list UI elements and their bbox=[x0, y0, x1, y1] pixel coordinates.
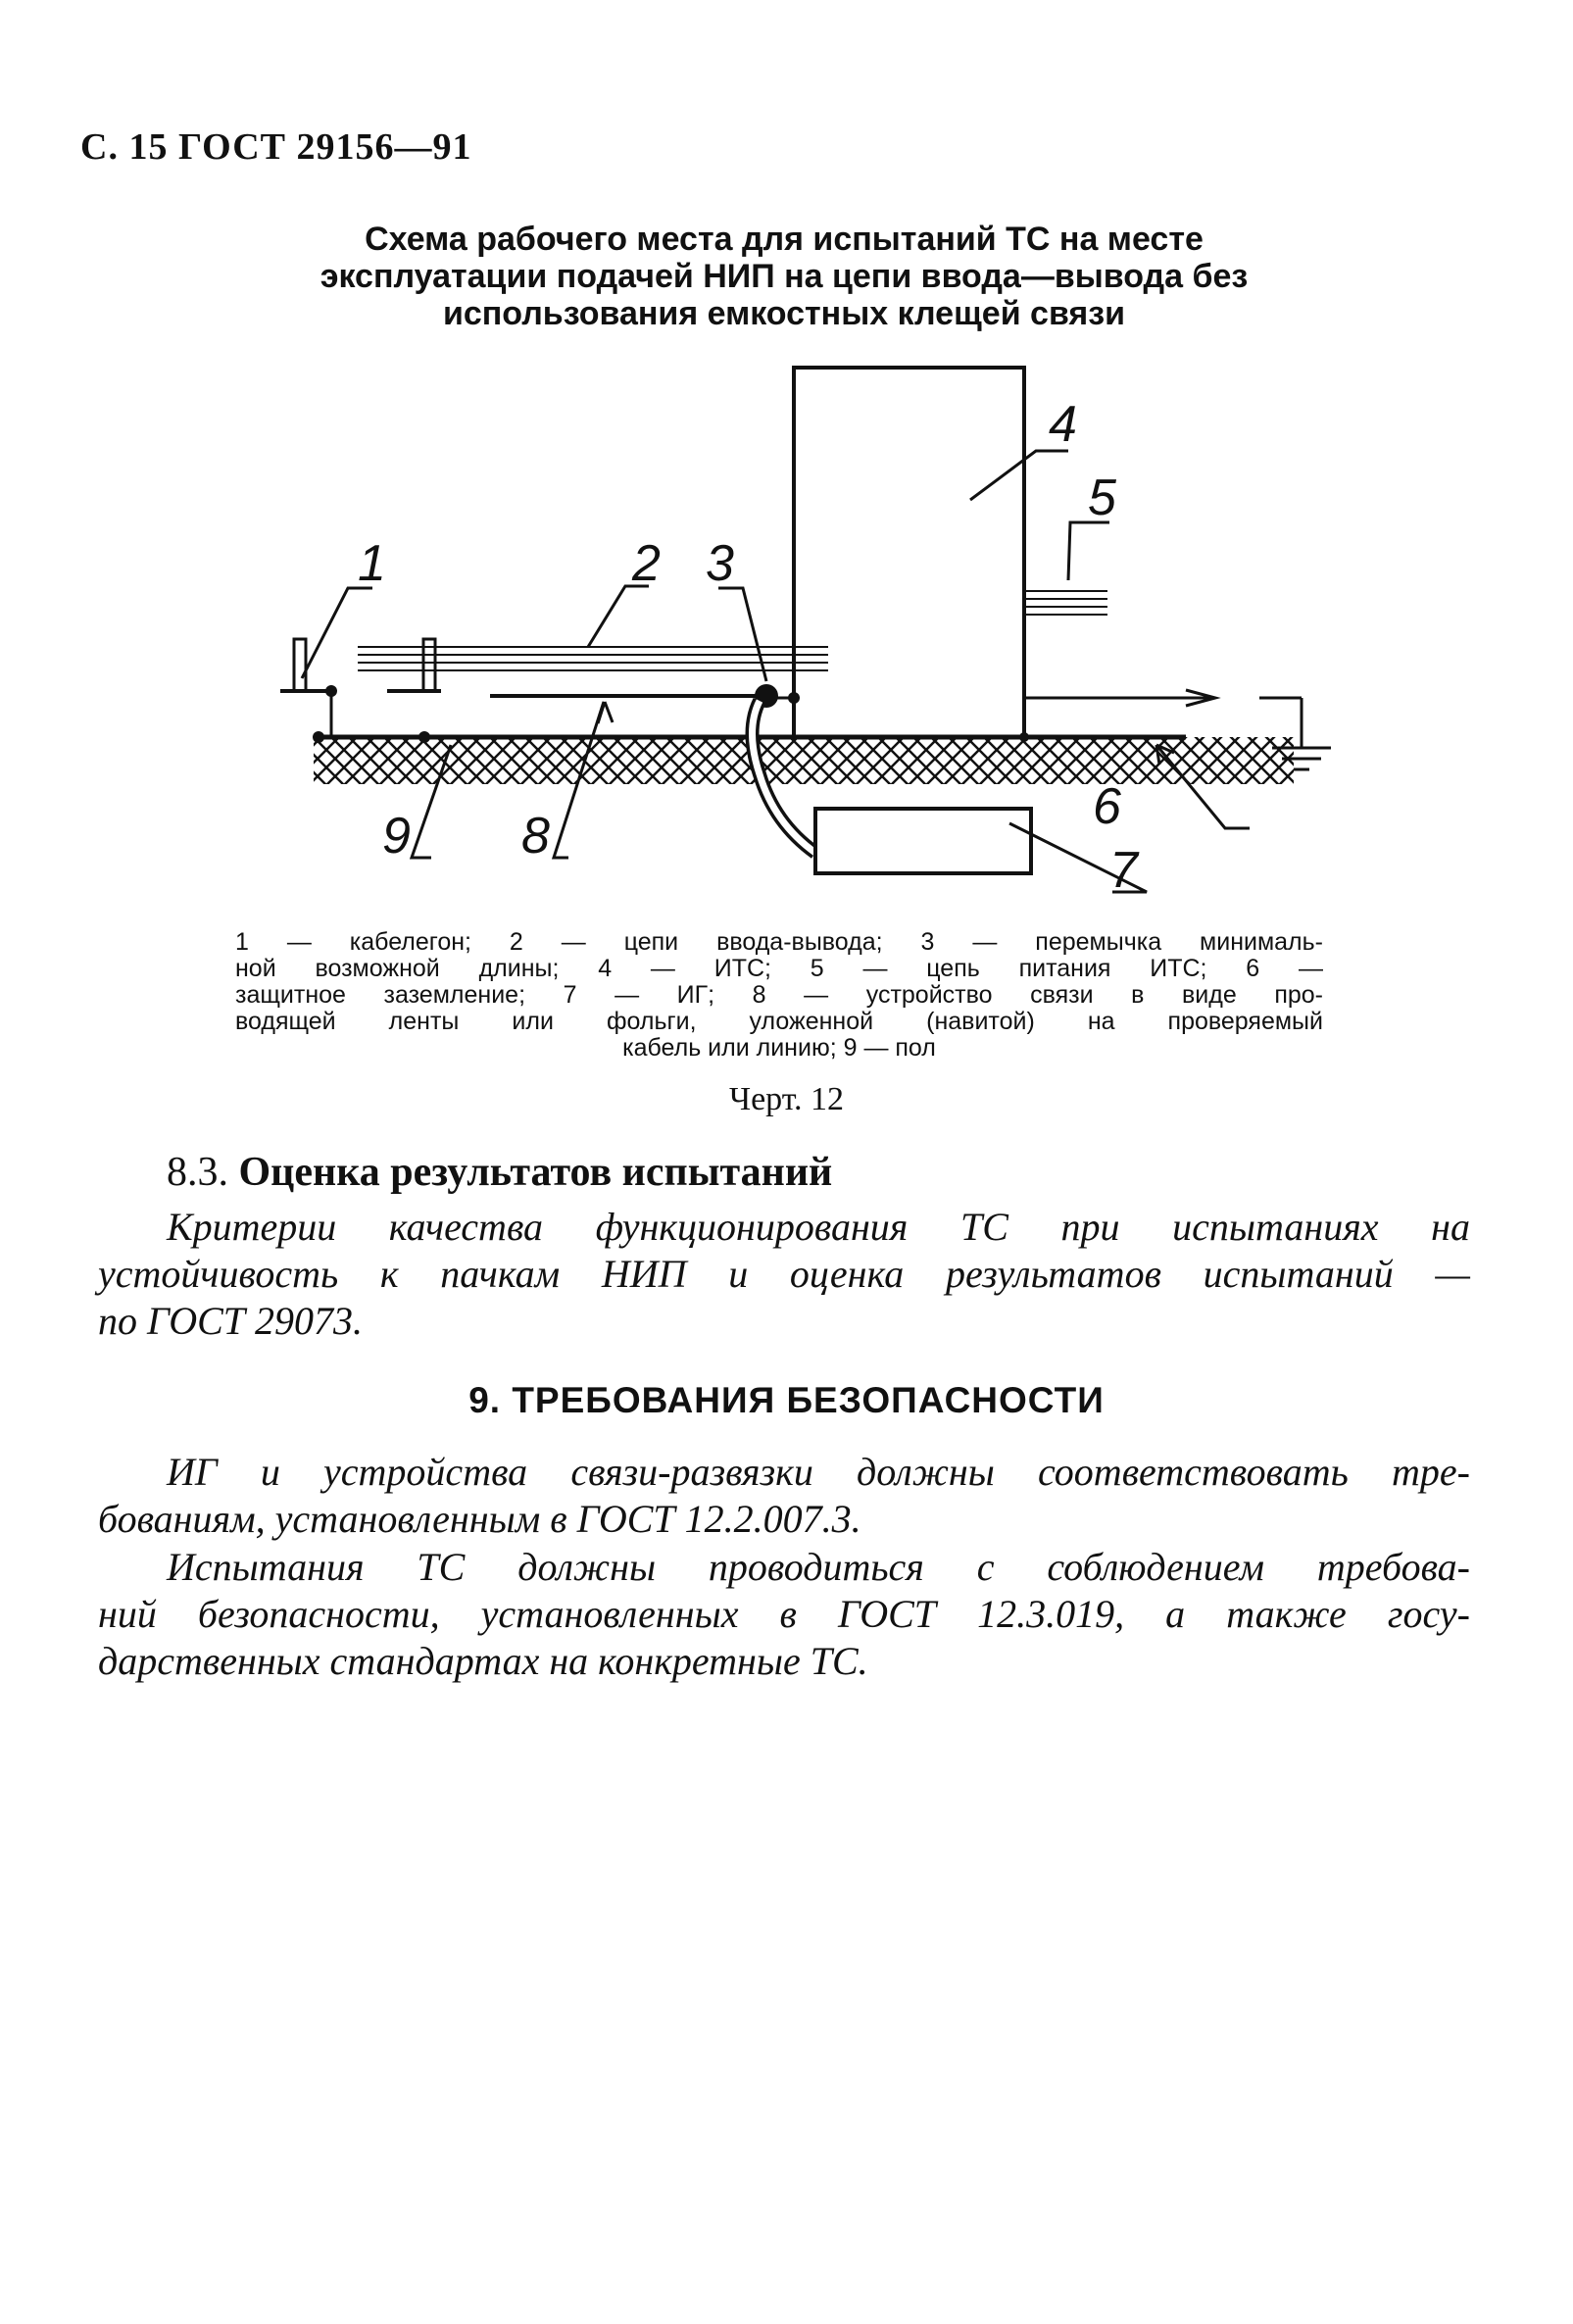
paragraph-line: устойчивость к пачкам НИП и оценка результатов испытаний — bbox=[98, 1252, 1470, 1296]
paragraph-line: дарственных стандартах на конкретные ТС. bbox=[98, 1639, 868, 1683]
figure-title-line: эксплуатации подачей НИП на цепи ввода—вывода без bbox=[320, 258, 1249, 295]
junction-point bbox=[1019, 732, 1029, 742]
figure-title-line: использования емкостных клещей связи bbox=[442, 295, 1126, 332]
junction-point bbox=[418, 731, 430, 743]
label-8: 8 bbox=[521, 808, 550, 865]
legend-line: ной возможной длины; 4 — ИТС; 5 — цепь питания ИТС; 6 — bbox=[235, 955, 1323, 982]
legend-line: 1 — кабелегон; 2 — цепи ввода-вывода; 3 — перемычка минималь- bbox=[235, 928, 1323, 956]
leader-arrow bbox=[598, 702, 613, 723]
paragraph-line: ИГ и устройства связи-развязки должны соответствовать тре- bbox=[167, 1450, 1470, 1494]
label-5: 5 bbox=[1088, 470, 1116, 526]
section-heading-8-3 bbox=[167, 1149, 832, 1196]
paragraph-8-3 bbox=[98, 1204, 1470, 1345]
test-setup-diagram bbox=[265, 353, 1333, 902]
label-3: 3 bbox=[706, 535, 734, 592]
page-header: С. 15 ГОСТ 29156—91 bbox=[80, 126, 472, 168]
junction-point bbox=[313, 731, 324, 743]
paragraph-line: Критерии качества функционирования ТС при испытаниях на bbox=[167, 1205, 1470, 1249]
power-supply-lines bbox=[1024, 591, 1107, 615]
legend-line: защитное заземление; 7 — ИГ; 8 — устройство связи в виде про- bbox=[235, 981, 1323, 1009]
label-6: 6 bbox=[1093, 778, 1121, 835]
legend-line: водящей ленты или фольги, уложенной (навитой) на проверяемый bbox=[235, 1008, 1323, 1035]
paragraph-9-1 bbox=[98, 1449, 1470, 1543]
section-heading-9: 9. ТРЕБОВАНИЯ БЕЗОПАСНОСТИ bbox=[468, 1380, 1105, 1420]
paragraph-line: бованиям, установленным в ГОСТ 12.2.007.3. bbox=[98, 1497, 861, 1541]
label-7: 7 bbox=[1109, 842, 1138, 899]
paragraph-line: по ГОСТ 29073. bbox=[98, 1299, 364, 1343]
equipment-under-test-box bbox=[794, 368, 1024, 737]
legend-line: кабель или линию; 9 — пол bbox=[622, 1034, 936, 1062]
paragraph-9-2 bbox=[98, 1544, 1470, 1685]
section-title: Оценка результатов испытаний bbox=[238, 1150, 833, 1195]
label-1: 1 bbox=[358, 535, 386, 592]
figure-legend bbox=[235, 929, 1323, 1062]
figure-title-line: Схема рабочего места для испытаний ТС на месте bbox=[365, 221, 1204, 258]
paragraph-line: Испытания ТС должны проводиться с соблюдением требова- bbox=[167, 1545, 1470, 1589]
cable-support-post bbox=[294, 639, 306, 691]
figure-title bbox=[196, 221, 1372, 332]
label-4: 4 bbox=[1049, 396, 1077, 453]
paragraph-line: ний безопасности, установленных в ГОСТ 12.3.019, а также госу- bbox=[98, 1592, 1470, 1636]
label-2: 2 bbox=[632, 535, 661, 592]
test-generator-box bbox=[815, 809, 1031, 873]
figure-caption: Черт. 12 bbox=[728, 1081, 845, 1117]
label-9: 9 bbox=[382, 808, 411, 865]
junction-point bbox=[325, 685, 337, 697]
section-number: 8.3. bbox=[167, 1150, 228, 1195]
floor-hatch bbox=[314, 737, 1294, 784]
